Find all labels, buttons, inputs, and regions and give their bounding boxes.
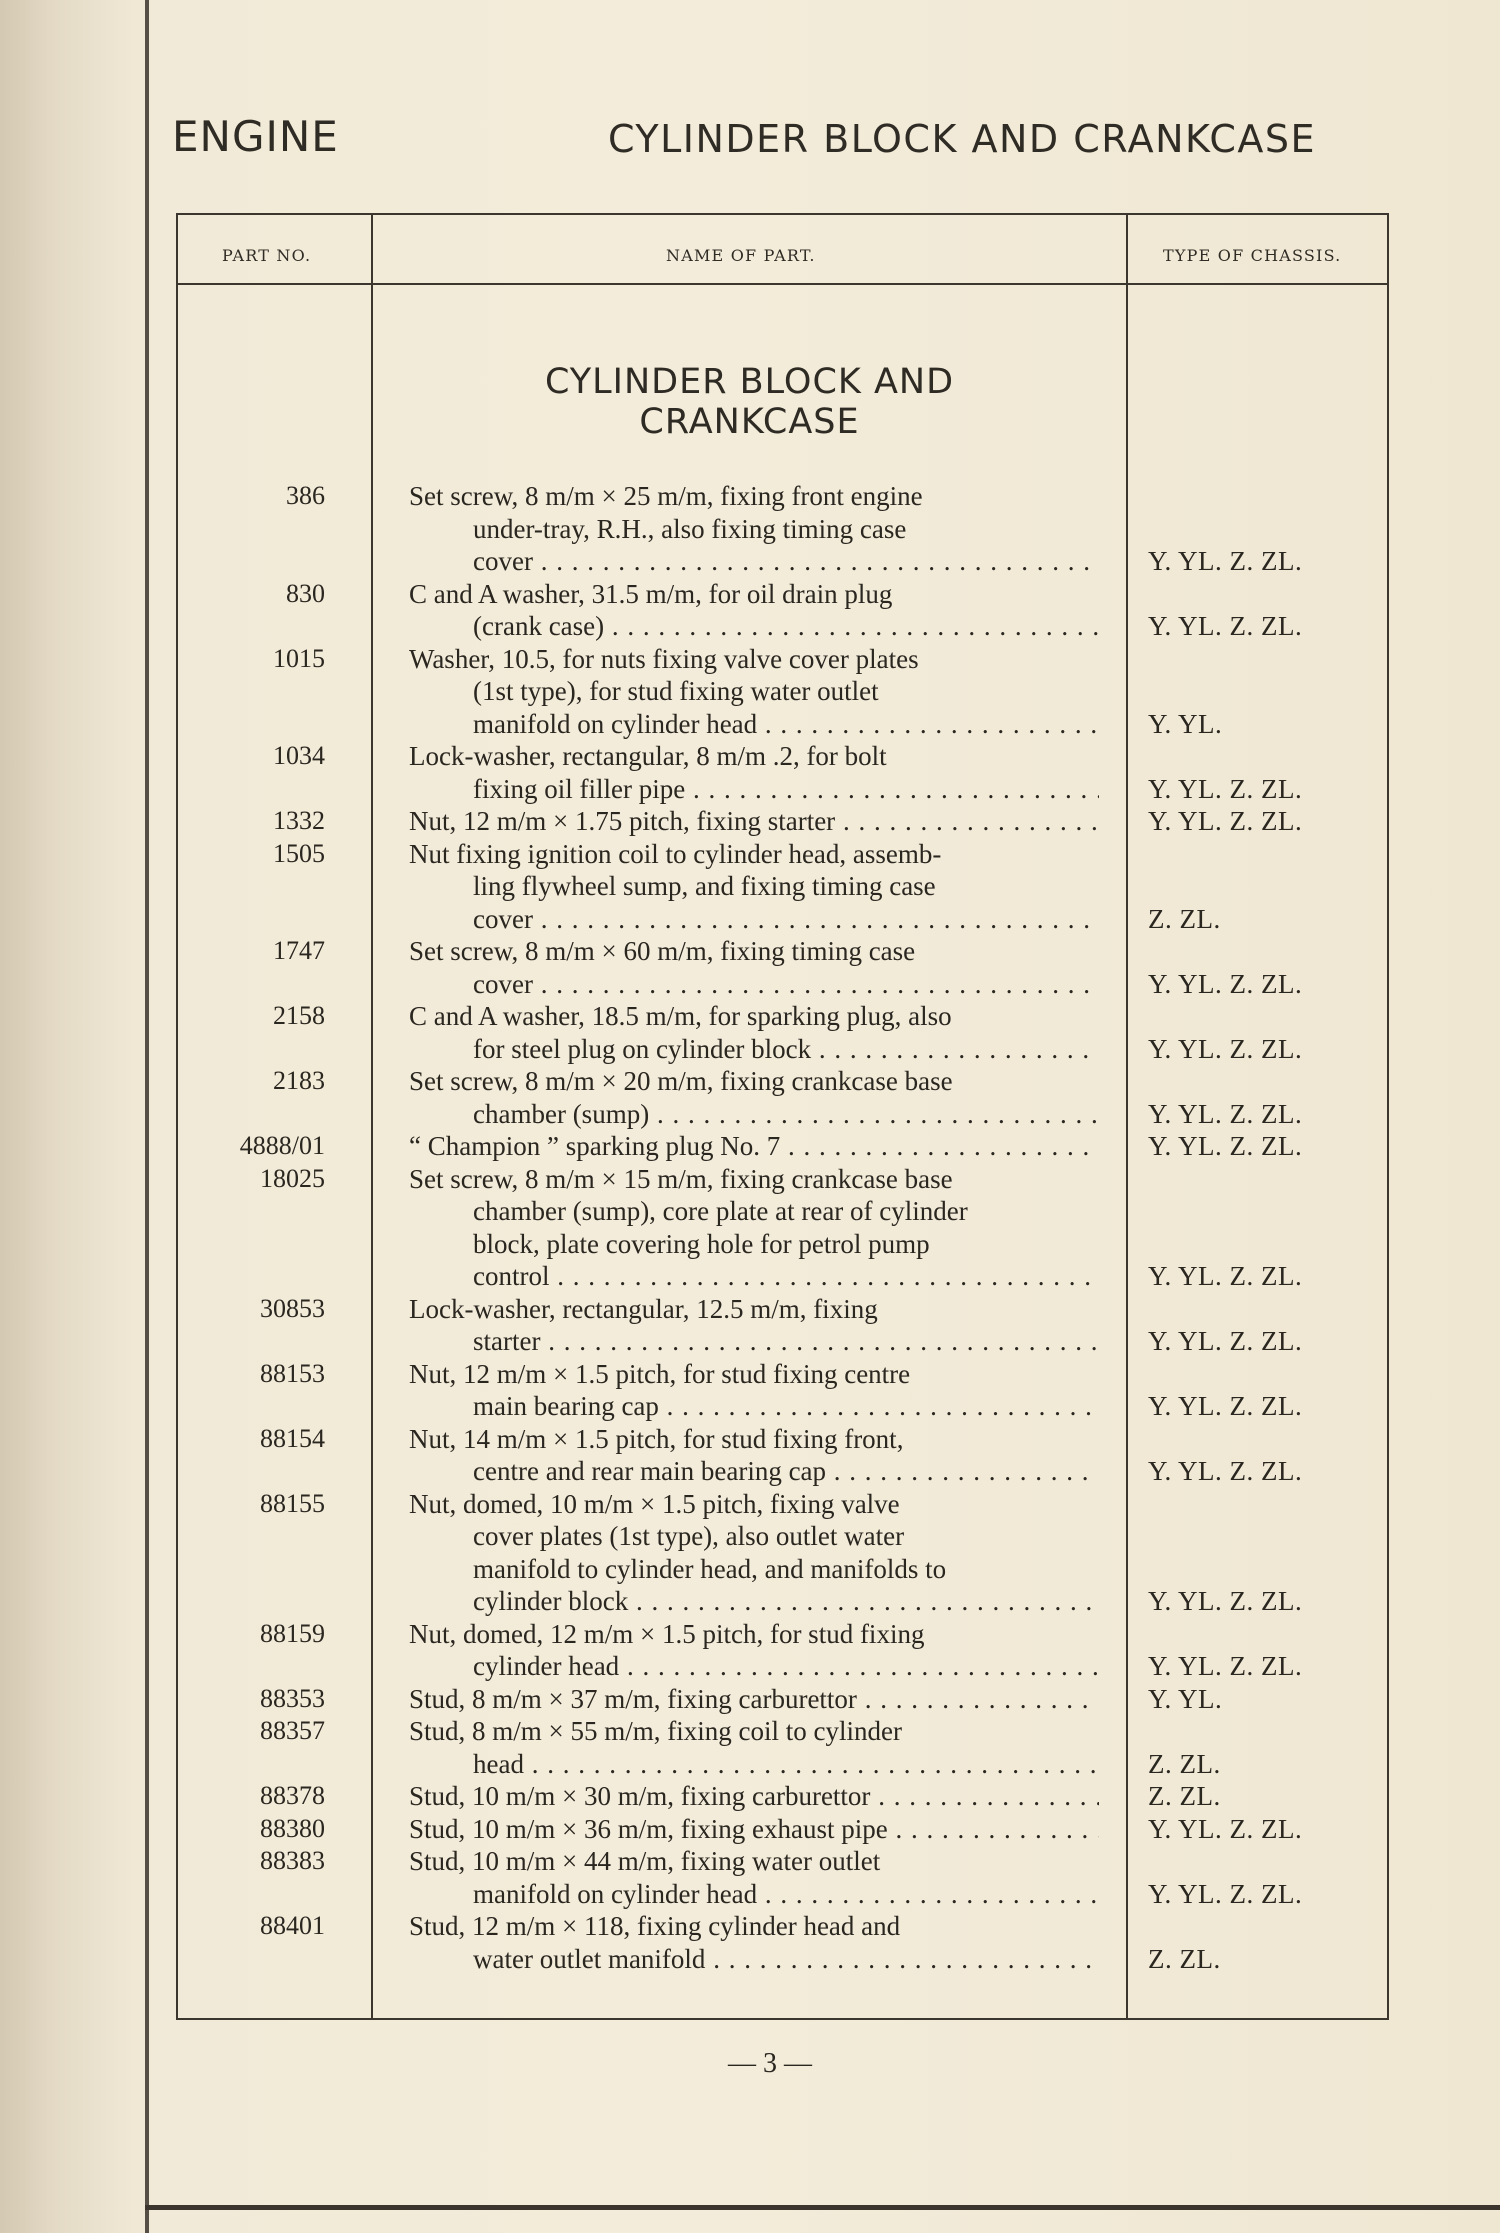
description-line: C and A washer, 18.5 m/m, for sparking plug, also (409, 1001, 952, 1031)
header-rule (373, 283, 1126, 285)
part-description (409, 1683, 1099, 1716)
column-header-type-of-chassis: TYPE OF CHASSIS. (1163, 246, 1342, 265)
description-line: cover . . . (409, 903, 1099, 936)
chassis-type: Y. YL. Z. ZL. (1148, 1586, 1303, 1616)
part-description (409, 578, 1099, 643)
chassis-type: Y. YL. Z. ZL. (1148, 1878, 1303, 1909)
description-line: Lock-washer, rectangular, 8 m/m .2, for bolt (409, 741, 887, 771)
part-description (409, 643, 1099, 741)
column-header-part-no: PART NO. (222, 246, 312, 265)
chassis-type: Y. YL. Z. ZL. (1148, 806, 1303, 836)
part-number: 88155 (260, 1488, 325, 1518)
part-description (409, 1423, 1099, 1488)
description-line: Lock-washer, rectangular, 12.5 m/m, fixing (409, 1293, 878, 1324)
chassis-type: Y. YL. Z. ZL. (1148, 1326, 1303, 1356)
chassis-type: Y. YL. (1148, 708, 1223, 739)
section-header-left: ENGINE (172, 112, 339, 161)
part-number: 88401 (260, 1911, 325, 1940)
part-number: 1747 (273, 936, 325, 965)
part-description (409, 1000, 1099, 1065)
description-line: Nut, 14 m/m × 1.5 pitch, for stud fixing front, (409, 1423, 904, 1454)
part-number: 88357 (260, 1716, 325, 1745)
part-description (409, 480, 1099, 578)
section-title-line: CYLINDER BLOCK AND (544, 362, 955, 402)
part-description (409, 1488, 1099, 1618)
part-number: 88154 (260, 1423, 325, 1453)
header-rule (1128, 283, 1389, 285)
binding-spine (145, 0, 149, 2233)
description-line: Stud, 10 m/m × 44 m/m, fixing water outlet (409, 1846, 881, 1876)
part-description (409, 838, 1099, 936)
part-description (409, 1358, 1099, 1423)
chassis-type: Z. ZL. (1148, 903, 1221, 934)
description-line: centre and rear main bearing cap . . . (409, 1455, 1099, 1488)
part-description (409, 805, 1099, 838)
chassis-type: Y. YL. Z. ZL. (1148, 1131, 1303, 1161)
part-description (409, 1065, 1099, 1130)
chassis-type: Y. YL. Z. ZL. (1148, 1651, 1303, 1681)
description-line: ling flywheel sump, and fixing timing case (473, 871, 936, 901)
section-header-right: CYLINDER BLOCK AND CRANKCASE (608, 117, 1317, 161)
part-number: 830 (286, 578, 325, 608)
page-number: — 3 — (728, 2048, 812, 2079)
description-line: Stud, 8 m/m × 37 m/m, fixing carburettor . . . (409, 1683, 1099, 1716)
chassis-type: Y. YL. Z. ZL. (1148, 968, 1303, 999)
chassis-type: Y. YL. Z. ZL. (1148, 1261, 1303, 1291)
description-line: starter . . . (409, 1325, 1099, 1358)
description-line: “ Champion ” sparking plug No. 7 . . . (409, 1130, 1099, 1163)
part-description (409, 1780, 1099, 1813)
description-line: chamber (sump) . . . (409, 1098, 1099, 1131)
part-description (409, 1130, 1099, 1163)
description-line: water outlet manifold . . . (409, 1943, 1099, 1976)
description-line: main bearing cap . . . (409, 1390, 1099, 1423)
part-description (409, 935, 1099, 1000)
description-line: Stud, 10 m/m × 36 m/m, fixing exhaust pipe . . . (409, 1813, 1099, 1846)
part-number: 88378 (260, 1781, 325, 1810)
part-description (409, 1618, 1099, 1683)
chassis-type: Y. YL. (1148, 1683, 1223, 1714)
description-line: cylinder head . . . (409, 1650, 1099, 1683)
chassis-type: Y. YL. Z. ZL. (1148, 1391, 1303, 1421)
chassis-type: Z. ZL. (1148, 1943, 1221, 1974)
part-number: 4888/01 (239, 1131, 325, 1160)
chassis-type: Y. YL. Z. ZL. (1148, 773, 1303, 804)
part-number: 88153 (260, 1358, 325, 1388)
description-line: Set screw, 8 m/m × 25 m/m, fixing front engine (409, 481, 923, 511)
description-line: cover plates (1st type), also outlet water (473, 1521, 905, 1551)
description-line: Set screw, 8 m/m × 15 m/m, fixing crankcase base (409, 1163, 953, 1194)
part-number: 88159 (260, 1618, 325, 1648)
part-number: 386 (286, 481, 325, 510)
description-line: Nut, domed, 10 m/m × 1.5 pitch, fixing valve (409, 1488, 900, 1519)
part-description (409, 740, 1099, 805)
chassis-type: Z. ZL. (1148, 1781, 1221, 1811)
description-line: Stud, 12 m/m × 118, fixing cylinder head and (409, 1911, 901, 1941)
column-header-name-of-part: NAME OF PART. (666, 246, 816, 265)
part-number: 1505 (273, 838, 325, 868)
spine-shadow (0, 0, 150, 2233)
page-bottom-edge (145, 2205, 1500, 2210)
description-line: manifold on cylinder head . . . (409, 708, 1099, 741)
chassis-type: Y. YL. Z. ZL. (1148, 1456, 1303, 1486)
description-line: Nut, domed, 12 m/m × 1.5 pitch, for stud fixing (409, 1618, 925, 1649)
description-line: head . . . (409, 1748, 1099, 1781)
description-line: manifold on cylinder head . . . (409, 1878, 1099, 1911)
description-line: block, plate covering hole for petrol pump (473, 1228, 930, 1259)
description-line: under-tray, R.H., also fixing timing case (473, 513, 907, 544)
description-line: Set screw, 8 m/m × 20 m/m, fixing crankcase base (409, 1066, 953, 1096)
header-rule (176, 283, 371, 285)
description-line: Stud, 10 m/m × 30 m/m, fixing carburettor . . . (409, 1780, 1099, 1813)
description-line: cover . . . (409, 545, 1099, 578)
part-description (409, 1910, 1099, 1975)
section-title (373, 362, 1126, 442)
part-number: 2183 (273, 1066, 325, 1095)
column-divider (371, 213, 373, 2020)
description-line: cylinder block . . . (409, 1585, 1099, 1618)
description-line: Washer, 10.5, for nuts fixing valve cover plates (409, 643, 919, 674)
description-line: cover . . . (409, 968, 1099, 1001)
description-line: for steel plug on cylinder block . . . (409, 1033, 1099, 1066)
description-line: Nut, 12 m/m × 1.5 pitch, for stud fixing centre (409, 1358, 911, 1389)
chassis-type: Y. YL. Z. ZL. (1148, 1813, 1303, 1844)
description-line: chamber (sump), core plate at rear of cylinder (473, 1196, 968, 1226)
description-line: control . . . (409, 1260, 1099, 1293)
part-number: 1332 (273, 806, 325, 835)
description-line: manifold to cylinder head, and manifolds to (473, 1553, 947, 1584)
part-description (409, 1163, 1099, 1293)
description-line: Set screw, 8 m/m × 60 m/m, fixing timing case (409, 936, 916, 966)
part-number: 88380 (260, 1813, 325, 1843)
part-description (409, 1715, 1099, 1780)
description-line: (1st type), for stud fixing water outlet (473, 676, 879, 706)
chassis-type: Y. YL. Z. ZL. (1148, 1098, 1303, 1129)
description-line: Stud, 8 m/m × 55 m/m, fixing coil to cylinder (409, 1716, 902, 1746)
part-number: 18025 (260, 1163, 325, 1193)
part-number: 30853 (260, 1293, 325, 1323)
part-description (409, 1813, 1099, 1846)
part-description (409, 1845, 1099, 1910)
description-line: (crank case) . . . (409, 610, 1099, 643)
chassis-type: Y. YL. Z. ZL. (1148, 611, 1303, 641)
part-number: 2158 (273, 1001, 325, 1030)
description-line: C and A washer, 31.5 m/m, for oil drain plug (409, 578, 893, 609)
column-divider (1126, 213, 1128, 2020)
description-line: fixing oil filler pipe . . . (409, 773, 1099, 806)
part-description (409, 1293, 1099, 1358)
part-number: 88353 (260, 1683, 325, 1713)
description-line: Nut, 12 m/m × 1.75 pitch, fixing starter . . . (409, 805, 1099, 838)
section-title-line: CRANKCASE (639, 402, 860, 442)
part-number: 1015 (273, 643, 325, 673)
chassis-type: Z. ZL. (1148, 1748, 1221, 1779)
part-number: 1034 (273, 741, 325, 770)
description-line: Nut fixing ignition coil to cylinder head, assemb- (409, 838, 942, 869)
chassis-type: Y. YL. Z. ZL. (1148, 546, 1303, 576)
part-number: 88383 (260, 1846, 325, 1875)
chassis-type: Y. YL. Z. ZL. (1148, 1033, 1303, 1064)
